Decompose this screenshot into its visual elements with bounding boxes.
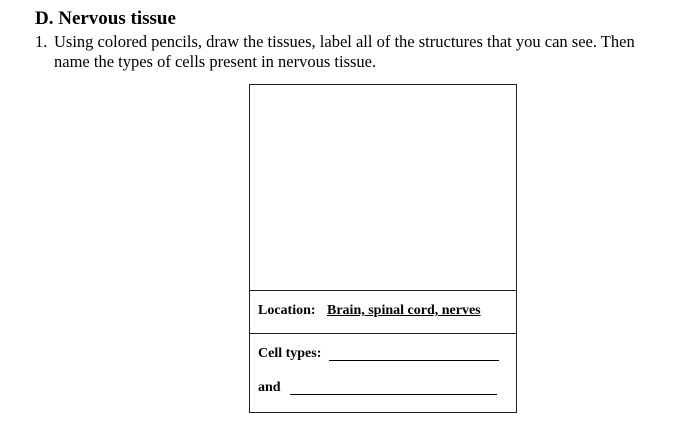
section-heading: D. Nervous tissue <box>35 8 176 29</box>
cell-types-label: Cell types: <box>258 346 322 361</box>
drawing-area[interactable] <box>250 85 516 291</box>
and-label: and <box>258 380 281 395</box>
location-label: Location: <box>258 303 316 318</box>
cell-types-row <box>250 334 516 412</box>
instruction-line-1: Using colored pencils, draw the tissues, label all of the structures that you can see. Then <box>54 32 635 51</box>
instruction-number: 1. <box>35 32 48 51</box>
instruction-text <box>35 32 695 72</box>
instruction-line-2: name the types of cells present in nervous tissue. <box>54 52 377 71</box>
cell-types-blank-1[interactable] <box>329 360 499 361</box>
location-value: Brain, spinal cord, nerves <box>327 303 481 318</box>
cell-types-blank-2[interactable] <box>290 394 497 395</box>
location-row <box>250 291 516 334</box>
worksheet-box <box>249 84 517 413</box>
